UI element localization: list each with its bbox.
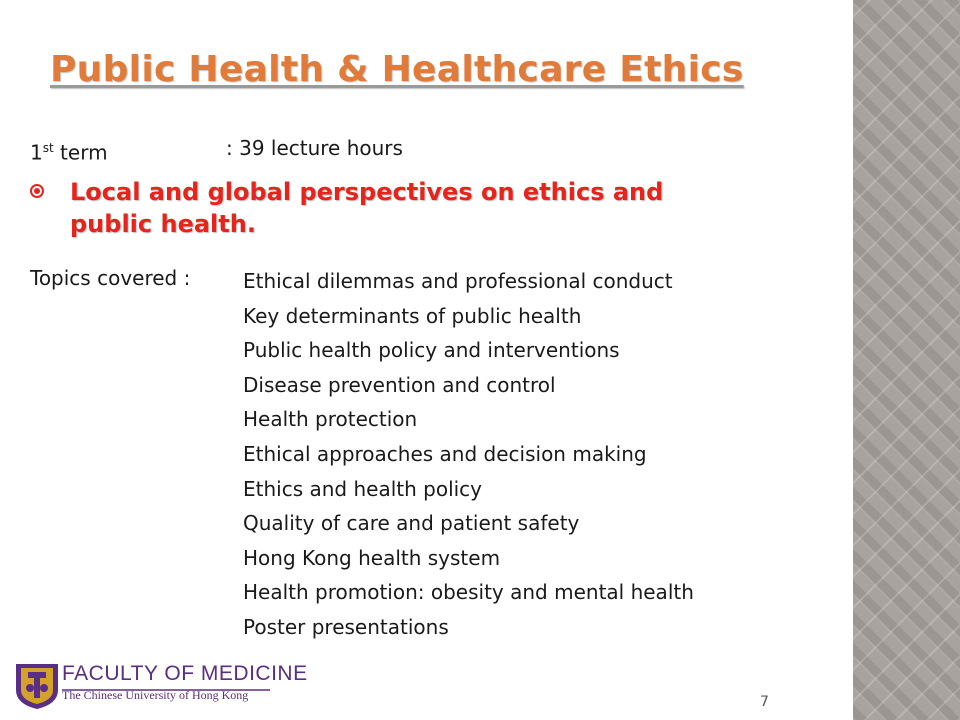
page-number: 7 [760, 694, 769, 710]
term-number: 1 [30, 140, 43, 165]
logo-faculty-name: FACULTY OF MEDICINE [62, 662, 308, 685]
logo-university-name: The Chinese University of Hong Kong [62, 688, 249, 702]
topic-item: Disease prevention and control [243, 372, 556, 397]
term-label: term [53, 140, 108, 165]
topic-item: Hong Kong health system [243, 545, 501, 570]
topic-item: Health promotion: obesity and mental health [243, 580, 694, 605]
topics-label: Topics covered : [30, 266, 191, 290]
topic-item: Poster presentations [243, 614, 449, 639]
crest-icon [16, 664, 58, 709]
topic-item: Ethical approaches and decision making [243, 441, 647, 466]
topic-item: Quality of care and patient safety [243, 511, 580, 536]
term-line [30, 134, 403, 167]
topic-item: Ethical dilemmas and professional conduct [243, 269, 673, 293]
term-value: : 39 lecture hours [226, 136, 403, 160]
topic-item: Health protection [243, 407, 418, 432]
topics-list [243, 264, 694, 645]
topic-item: Ethics and health policy [243, 476, 483, 501]
term-ordinal: st [42, 141, 54, 155]
bullet-circle-icon [30, 184, 44, 198]
bullet-text: Local and global perspectives on ethics and public health. [70, 178, 664, 238]
slide-title: Public Health & Healthcare Ethics [50, 49, 744, 90]
topic-item: Public health policy and interventions [243, 338, 620, 363]
topic-item: Key determinants of public health [243, 303, 582, 328]
side-pattern-decoration [853, 0, 960, 720]
